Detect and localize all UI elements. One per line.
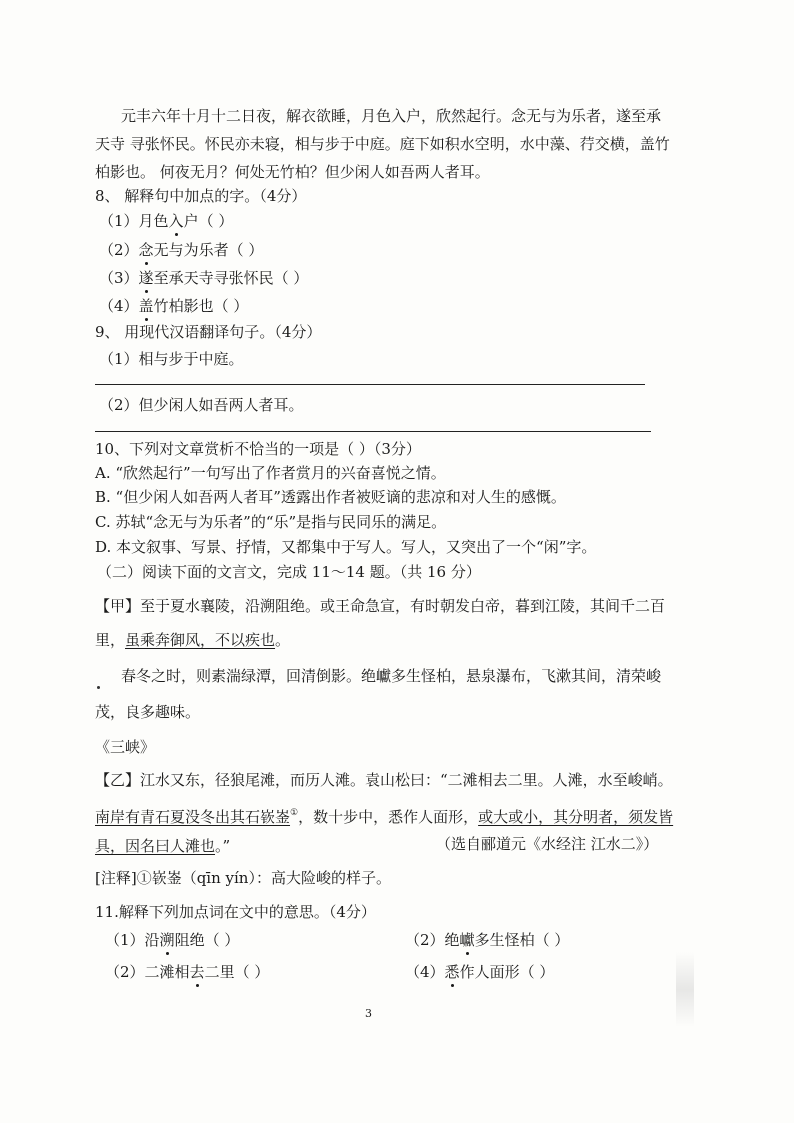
passage1-line1: 元丰六年十月十二日夜，解衣欲睡，月色入户，欣然起行。念无与为乐者，遂至承 — [121, 107, 662, 125]
q8-item-2-post: 无与为乐者（ ） — [153, 241, 264, 259]
passage1-line3: 柏影也。 何夜无月？何处无竹柏？但少闲人如吾两人者耳。 — [95, 163, 490, 181]
jia-line4: 茂，良多趣味。 — [95, 703, 201, 721]
jia-line2-post: 。 — [275, 631, 291, 649]
q8-item-4-pre: （4） — [99, 297, 139, 315]
jia-source: 《三峡》 — [95, 738, 156, 756]
yi-line3-post: 。” — [215, 837, 231, 855]
q11-item-2-post: 多生怪柏（ ） — [474, 931, 570, 949]
jia-line2 — [95, 630, 290, 650]
jia-line1: 【甲】至于夏水襄陵，沿溯阻绝。或王命急宣，有时朝发白帝，暮到江陵，其间千二百 — [95, 597, 666, 615]
q8-item-4-dotted-char: 盖 — [138, 297, 154, 315]
q10-stem: 10、下列对文章赏析不恰当的一项是（ ）（3分） — [95, 440, 421, 458]
yi-line3 — [95, 836, 230, 856]
q11-item-4-dotted-char: 悉 — [444, 963, 460, 981]
q10-option-a[interactable]: A. “欣然起行”一句写出了作者赏月的兴奋喜悦之情。 — [95, 464, 446, 482]
q9-answer-line-2[interactable] — [95, 431, 651, 432]
q11-item-1-pre: （1）沿 — [105, 931, 160, 949]
q11-item-1 — [105, 930, 239, 950]
page-number: 3 — [365, 1007, 372, 1020]
footnote-marker: ① — [290, 808, 299, 818]
q8-item-1-post: 户（ ） — [183, 212, 234, 230]
q8-item-4 — [99, 296, 248, 316]
jia-line2-pre: 里， — [95, 631, 126, 649]
q11-item-2-dotted-char: 巘 — [459, 931, 475, 949]
q8-item-1-dotted-char: 入 — [168, 212, 184, 230]
q11-item-3-pre: （2）二滩相 — [105, 963, 190, 981]
scan-speck — [97, 686, 100, 689]
q8-item-1 — [99, 211, 233, 231]
q8-stem: 8、 解释句中加点的字。（4分） — [95, 187, 307, 205]
q9-answer-line-1[interactable] — [95, 384, 645, 385]
q11-stem: 11.解释下列加点词在文中的意思。（4分） — [95, 903, 376, 921]
yi-line1: 【乙】江水又东，径狼尾滩，而历人滩。袁山松曰：“二滩相去二里。人滩，水至峻峭。 — [95, 771, 673, 789]
yi-line2-mid: ，数十步中，悉作人面形， — [298, 808, 479, 826]
q8-item-2-pre: （2） — [99, 241, 139, 259]
jia-underlined-sentence: 虽乘奔御风，不以疾也 — [125, 631, 276, 649]
q8-item-3-pre: （3） — [99, 269, 139, 287]
q11-item-1-dotted-char: 溯 — [159, 931, 175, 949]
yi-underlined-part-2: 或大或小，其分明者，须发皆 — [478, 808, 674, 826]
q11-item-2 — [405, 930, 569, 950]
q9-sentence-1: （1）相与步于中庭。 — [99, 350, 244, 368]
q11-item-3-post: 二里（ ） — [204, 963, 270, 981]
q8-item-3-dotted-char: 遂 — [138, 269, 154, 287]
q8-item-3-post: 至承天寺寻张怀民（ ） — [153, 269, 309, 287]
q11-item-3 — [105, 962, 269, 982]
q11-item-4-post: 作人面形（ ） — [459, 963, 555, 981]
q8-item-2-dotted-char: 念 — [138, 241, 154, 259]
passage1-line2: 天寺 寻张怀民。怀民亦未寝，相与步于中庭。庭下如积水空明，水中藻、荇交横，盖竹 — [95, 135, 670, 153]
yi-source: （选自郦道元《水经注 江水二》） — [436, 835, 659, 853]
annotation-note: [注释]①嵚崟（qīn yín）：高大险峻的样子。 — [95, 869, 391, 887]
q11-item-1-post: 阻绝（ ） — [174, 931, 240, 949]
q8-item-1-pre: （1）月色 — [99, 212, 169, 230]
yi-underlined-part-1: 南岸有青石夏没冬出其石嵚崟 — [95, 808, 291, 826]
q10-option-d[interactable]: D. 本文叙事、写景、抒情，又都集中于写人。写人，又突出了一个“闲”字。 — [95, 538, 597, 556]
q11-item-3-dotted-char: 去 — [189, 963, 205, 981]
q11-item-2-pre: （2）绝 — [405, 931, 460, 949]
q10-option-b[interactable]: B. “但少闲人如吾两人者耳”透露出作者被贬谪的悲凉和对人生的感慨。 — [95, 488, 566, 506]
q10-option-c[interactable]: C. 苏轼“念无与为乐者”的“乐”是指与民同乐的满足。 — [95, 513, 447, 531]
q11-item-4-pre: （4） — [405, 963, 445, 981]
q8-item-3 — [99, 268, 308, 288]
q9-stem: 9、 用现代汉语翻译句子。（4分） — [95, 323, 322, 341]
yi-line2 — [95, 803, 673, 827]
q11-item-4 — [405, 962, 554, 982]
yi-underlined-part-3: 具，因名曰人滩也 — [95, 837, 216, 855]
q8-item-2 — [99, 240, 263, 260]
q8-item-4-post: 竹柏影也（ ） — [153, 297, 249, 315]
scan-smudge — [676, 952, 694, 1027]
q9-sentence-2: （2）但少闲人如吾两人者耳。 — [99, 396, 304, 414]
jia-line3: 春冬之时，则素湍绿潭，回清倒影。绝巘多生怪柏，悬泉瀑布，飞漱其间，清荣峻 — [121, 667, 662, 685]
section2-heading: （二）阅读下面的文言文，完成 11～14 题。（共 16 分） — [97, 563, 481, 581]
